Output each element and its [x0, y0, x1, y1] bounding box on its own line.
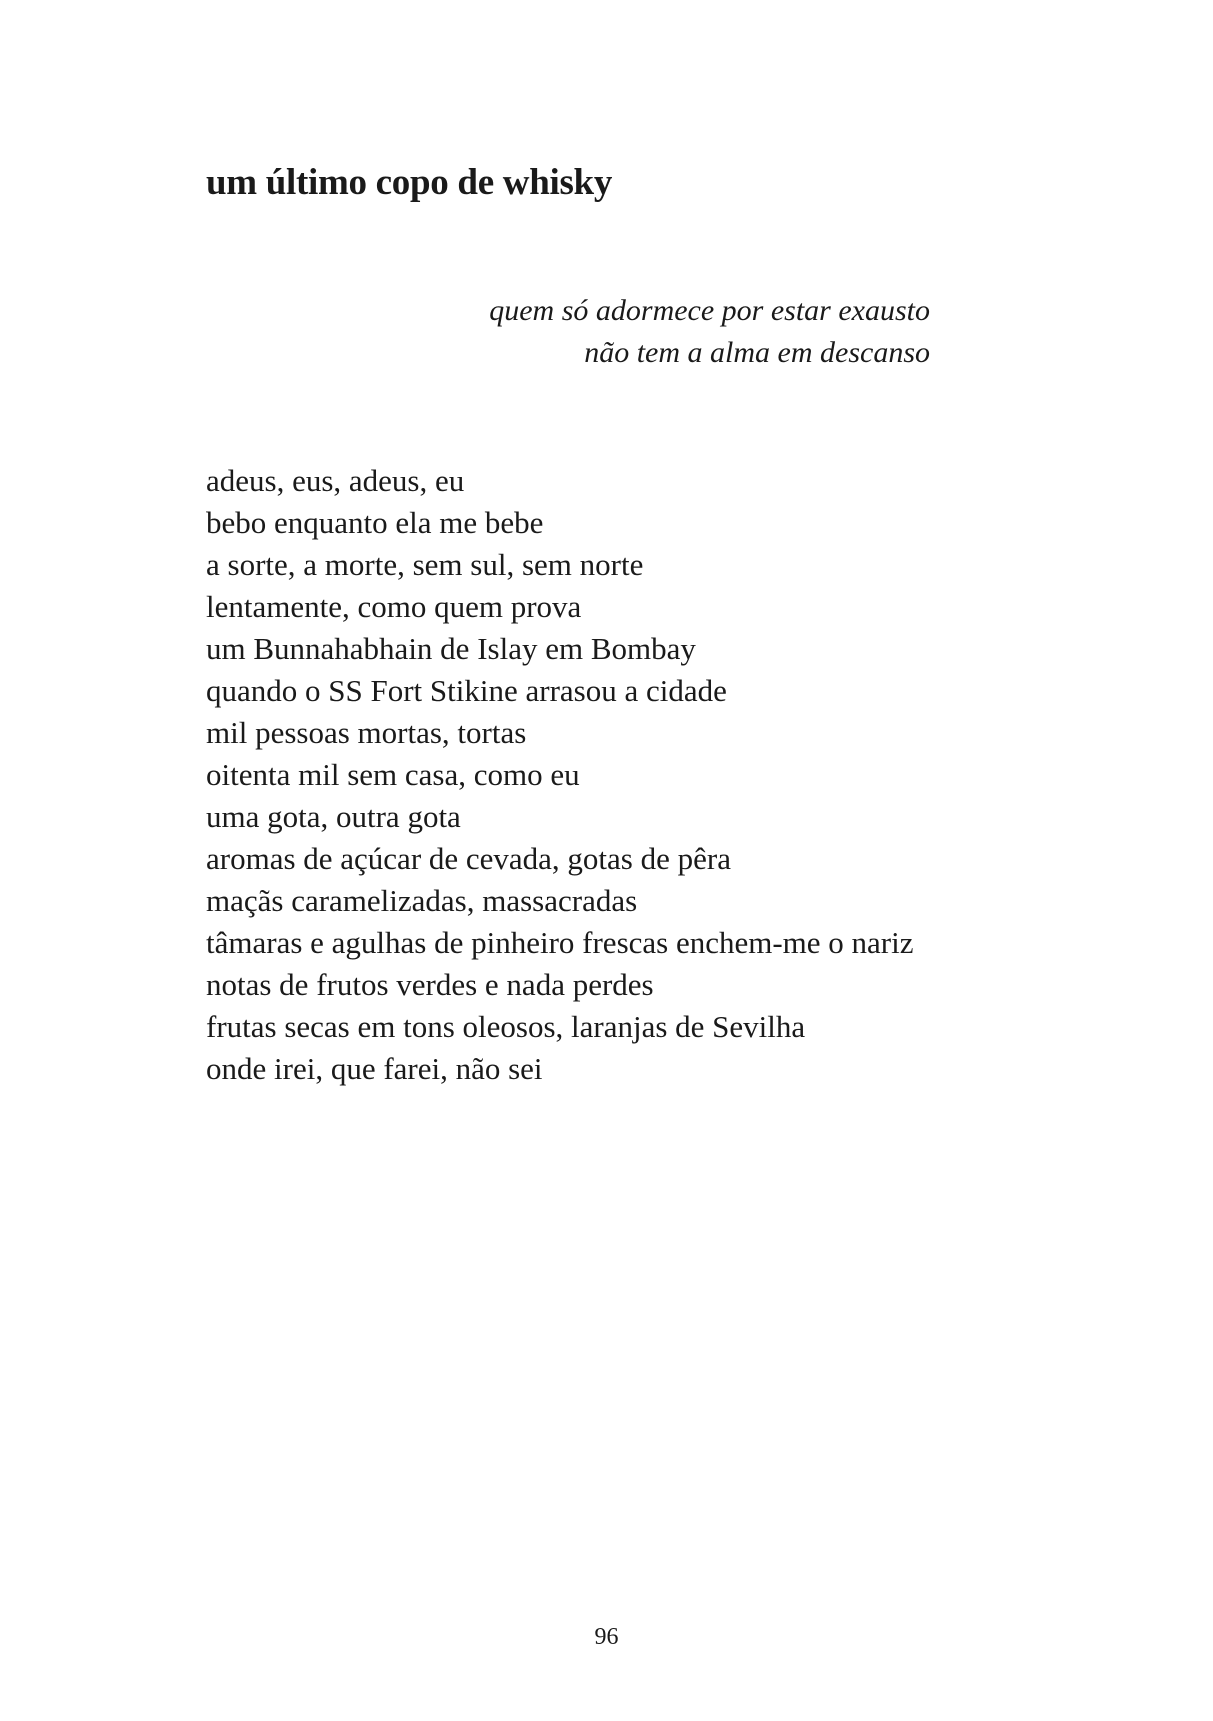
poem-body: [206, 460, 914, 1090]
poem-line: lentamente, como quem prova: [206, 589, 582, 624]
poem-line: adeus, eus, adeus, eu: [206, 463, 465, 498]
epigraph-line: não tem a alma em descanso: [584, 336, 930, 369]
poem-line: uma gota, outra gota: [206, 799, 461, 834]
poem-line: maçãs caramelizadas, massacradas: [206, 883, 638, 918]
poem-line: oitenta mil sem casa, como eu: [206, 757, 580, 792]
poem-line: notas de frutos verdes e nada perdes: [206, 967, 654, 1002]
poem-line: tâmaras e agulhas de pinheiro frescas enchem-me o nariz: [206, 925, 914, 960]
epigraph: [489, 290, 930, 374]
epigraph-line: quem só adormece por estar exausto: [489, 294, 930, 327]
poem-line: frutas secas em tons oleosos, laranjas de Sevilha: [206, 1009, 806, 1044]
poem-line: um Bunnahabhain de Islay em Bombay: [206, 631, 696, 666]
poem-line: mil pessoas mortas, tortas: [206, 715, 527, 750]
poem-line: a sorte, a morte, sem sul, sem norte: [206, 547, 644, 582]
poem-line: bebo enquanto ela me bebe: [206, 505, 544, 540]
page-number: 96: [594, 1624, 619, 1650]
poem-line: onde irei, que farei, não sei: [206, 1051, 543, 1086]
poem-line: aromas de açúcar de cevada, gotas de pêra: [206, 841, 731, 876]
poem-title: um último copo de whisky: [206, 162, 613, 203]
poem-line: quando o SS Fort Stikine arrasou a cidade: [206, 673, 727, 708]
